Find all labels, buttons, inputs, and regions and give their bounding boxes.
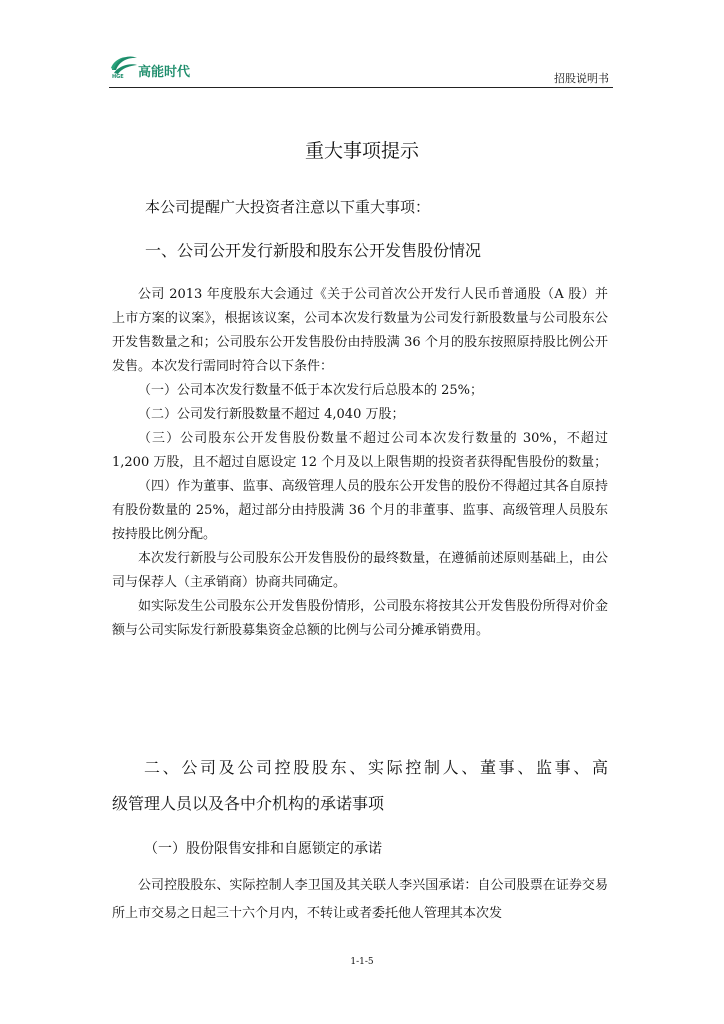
document-type-label: 招股说明书 [554, 72, 609, 85]
company-logo [109, 52, 199, 82]
section1-heading: 一、公司公开发行新股和股东公开发售股份情况 [145, 241, 482, 260]
section2-heading-line2: 级管理人员以及各中介机构的承诺事项 [112, 794, 385, 813]
section2-heading [112, 750, 608, 822]
condition-item: （三）公司股东公开发售股份数量不超过公司本次发行数量的 30%，不超过 1,200 万股，且不超过自愿设定 12 个月及以上限售期的投资者获得配售股份的数量； [112, 431, 608, 470]
section2-body [112, 872, 608, 928]
logo-abbr: HGE [112, 74, 124, 80]
section2-subheading: （一）股份限售安排和自愿锁定的承诺 [144, 841, 382, 857]
page-header [109, 50, 613, 90]
condition-item: （二）公司发行新股数量不超过 4,040 万股； [138, 407, 405, 422]
logo-text: 高能时代 [138, 65, 191, 80]
section2-heading-line1: 二、公司及公司控股股东、实际控制人、董事、监事、高 [144, 758, 608, 777]
paragraph: 公司 2013 年度股东大会通过《关于公司首次公开发行人民币普通股（A 股）并上市方案的议案》，根据该议案，公司本次发行数量为公司发行新股数量与公司股东公开发售数量之和；公司股东公开发售股份由持股满 36 个月的股东按照原持股比例公开发售。本次发行需同时符合以下条件： [112, 287, 608, 374]
page-number: 1-1-5 [350, 957, 374, 967]
header-divider [109, 87, 613, 88]
page-title: 重大事项提示 [304, 140, 419, 162]
condition-item: （一）公司本次发行数量不低于本次发行后总股本的 25%； [138, 383, 484, 398]
paragraph: 如实际发生公司股东公开发售股份情形，公司股东将按其公开发售股份所得对价金额与公司实际发行新股募集资金总额的比例与公司分摊承销费用。 [112, 599, 608, 638]
condition-item: （四）作为董事、监事、高级管理人员的股东公开发售的股份不得超过其各自原持有股份数量的 25%，超过部分由持股满 36 个月的非董事、监事、高级管理人员股东按持股比例分配。 [112, 479, 608, 542]
paragraph: 本次发行新股与公司股东公开发售股份的最终数量，在遵循前述原则基础上，由公司与保荐人（主承销商）协商共同确定。 [112, 551, 608, 590]
section1-body [112, 283, 608, 643]
paragraph: 公司控股股东、实际控制人李卫国及其关联人李兴国承诺：自公司股票在证券交易所上市交易之日起三十六个月内，不转让或者委托他人管理其本次发 [112, 878, 608, 921]
notice-text: 本公司提醒广大投资者注意以下重大事项： [145, 198, 431, 216]
